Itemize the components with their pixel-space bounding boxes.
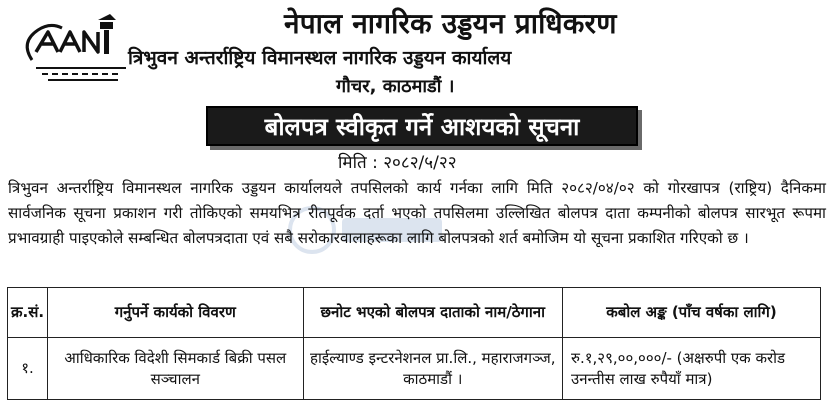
notice-body: त्रिभुवन अन्तर्राष्ट्रिय विमानस्थल नागरिक उड्डयन कार्यालयले तपसिलको कार्य गर्नका लागि मिति २०८२/०४/०२ को गोरखापत्र (राष्ट्रिय) दैनिकमा सार्वजनिक सूचना प्रकाशन गरी तोकिएको समयभित्र रीतपूर्वक दर्ता भएको तपसिलमा उल्लिखित बोलपत्र दाता कम्पनीको बोलपत्र सारभूत रूपमा प्रभावग्राही पाइएकोले सम्बन्धित बोलपत्रदाता एवं सबै सरोकारवालाहरूका लागि बोलपत्रको शर्त बमोजिम यो सूचना प्रकाशित गरिएको छ । xyxy=(8,179,826,247)
notice-date: मिति : २०८२/५/२२ xyxy=(338,153,457,173)
caan-logo xyxy=(14,12,134,92)
header-amount: कबोल अङ्क (पाँच वर्षका लागि) xyxy=(563,288,821,338)
notice-title-banner xyxy=(206,106,638,146)
notice-header xyxy=(0,0,828,100)
notice-title: बोलपत्र स्वीकृत गर्ने आशयको सूचना xyxy=(264,112,580,141)
table-header-row xyxy=(8,288,821,338)
office-address: गौचर, काठमाडौं । xyxy=(336,76,455,97)
header-work: गर्नुपर्ने कार्यको विवरण xyxy=(48,288,303,338)
header-bidder: छनोट भएको बोलपत्र दाताको नाम/ठेगाना xyxy=(303,288,563,338)
cell-amount: रु.१,२९,००,०००/- (अक्षरुपी एक करोड उनन्तीस लाख रुपैयाँ मात्र) xyxy=(563,338,821,400)
table-row xyxy=(8,338,821,400)
cell-bidder: हाईल्याण्ड इन्टरनेशनल प्रा.लि., महाराजगञ्ज, काठमाडौं । xyxy=(303,338,563,400)
organization-title: नेपाल नागरिक उड्डयन प्राधिकरण xyxy=(284,7,617,40)
office-title: त्रिभुवन अन्तर्राष्ट्रिय विमानस्थल नागरिक उड्डयन कार्यालय xyxy=(128,47,512,69)
header-sn: क्र.सं. xyxy=(8,288,48,338)
cell-sn: १. xyxy=(8,338,48,400)
cell-work: आधिकारिक विदेशी सिमकार्ड बिक्री पसल सञ्चालन xyxy=(48,338,303,400)
bid-table xyxy=(7,287,821,400)
